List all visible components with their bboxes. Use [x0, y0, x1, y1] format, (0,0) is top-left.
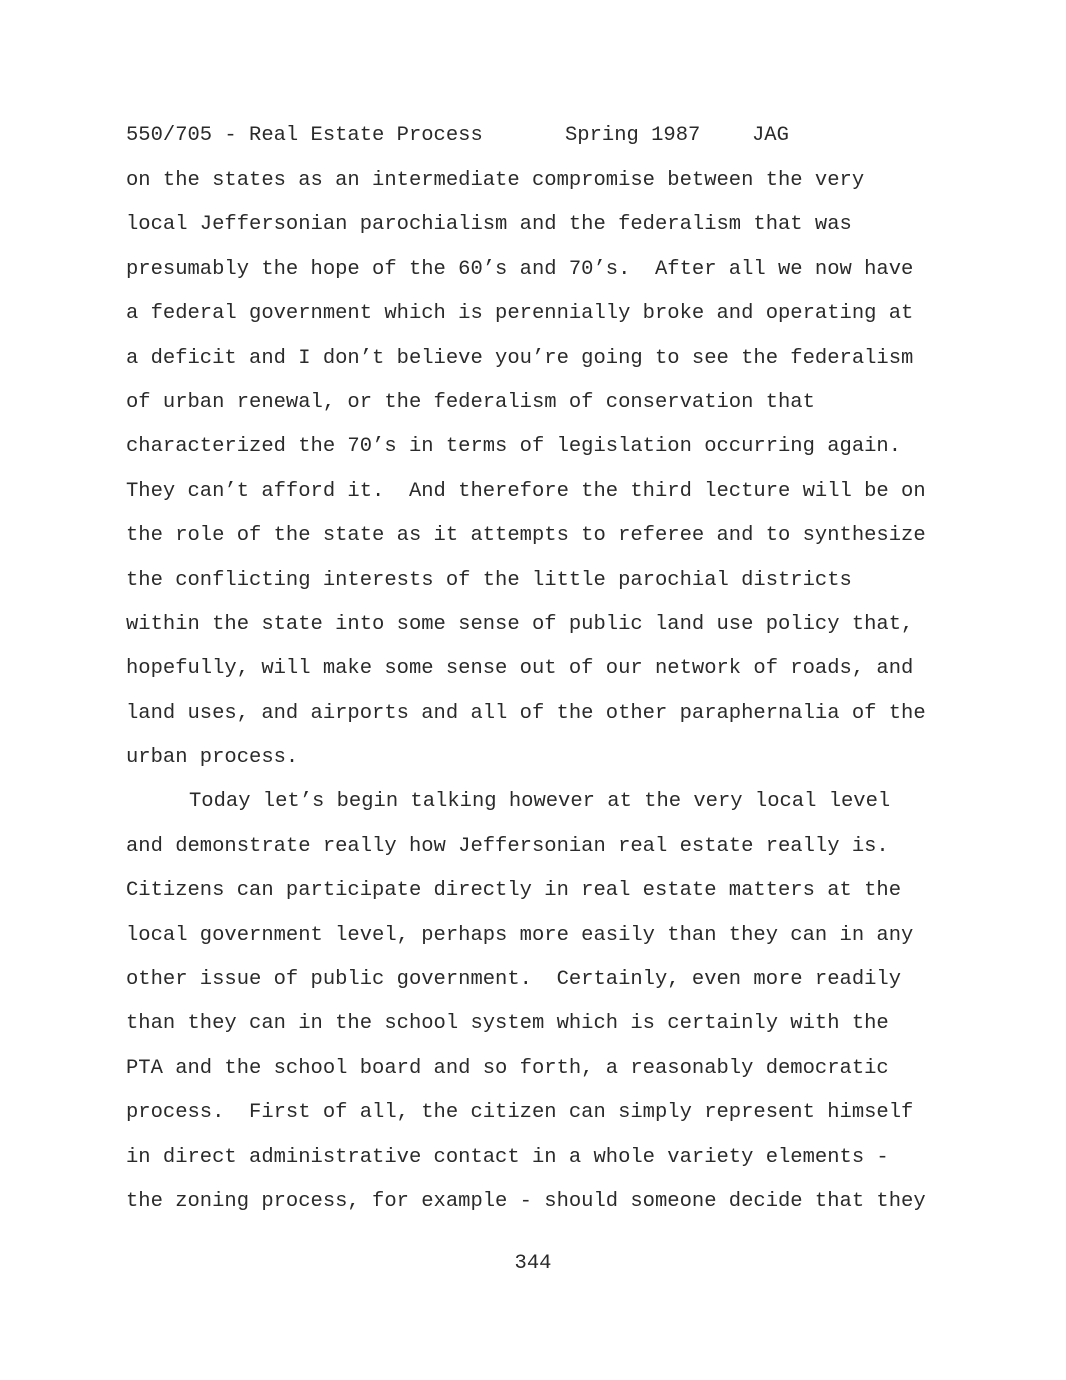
text-line: of urban renewal, or the federalism of conservation that — [126, 390, 815, 414]
course-term: Spring 1987 — [565, 124, 701, 147]
text-line: urban process. — [126, 746, 299, 770]
text-line: on the states as an intermediate compromise between the very — [126, 169, 865, 192]
text-line: a federal government which is perennially broke and operating at — [126, 302, 914, 326]
text-line: the role of the state as it attempts to referee and to synthesize — [126, 524, 926, 548]
text-line: the conflicting interests of the little parochial districts — [126, 568, 852, 592]
text-line: in direct administrative contact in a whole variety elements - — [126, 1145, 889, 1169]
text-line: characterized the 70’s in terms of legislation occurring again. — [126, 435, 902, 459]
course-title: 550/705 - Real Estate Process — [126, 124, 483, 147]
text-line: local government level, perhaps more easily than they can in any — [126, 923, 914, 947]
text-line: other issue of public government. Certainly, even more readily — [126, 968, 902, 992]
text-line: local Jeffersonian parochialism and the federalism that was — [126, 213, 852, 237]
text-line: within the state into some sense of public land use policy that, — [126, 612, 914, 636]
text-line: process. First of all, the citizen can simply represent himself — [126, 1101, 914, 1125]
body-text — [126, 166, 956, 1231]
text-line: presumably the hope of the 60’s and 70’s. After all we now have — [126, 257, 914, 281]
text-line: the zoning process, for example - should someone decide that they — [126, 1189, 926, 1213]
text-line: Today let’s begin talking however at the very local level — [189, 790, 891, 814]
text-line: than they can in the school system which is certainly with the — [126, 1012, 889, 1036]
author-initials: JAG — [752, 124, 789, 147]
text-line: and demonstrate really how Jeffersonian real estate really is. — [126, 834, 889, 858]
text-line: They can’t afford it. And therefore the third lecture will be on — [126, 479, 926, 503]
text-line: Citizens can participate directly in real estate matters at the — [126, 879, 902, 903]
text-line: hopefully, will make some sense out of our network of roads, and — [126, 657, 914, 681]
page-number: 344 — [514, 1252, 552, 1275]
text-line: land uses, and airports and all of the other paraphernalia of the — [126, 701, 926, 725]
text-line: PTA and the school board and so forth, a reasonably democratic — [126, 1056, 889, 1080]
text-line: a deficit and I don’t believe you’re going to see the federalism — [126, 346, 914, 370]
